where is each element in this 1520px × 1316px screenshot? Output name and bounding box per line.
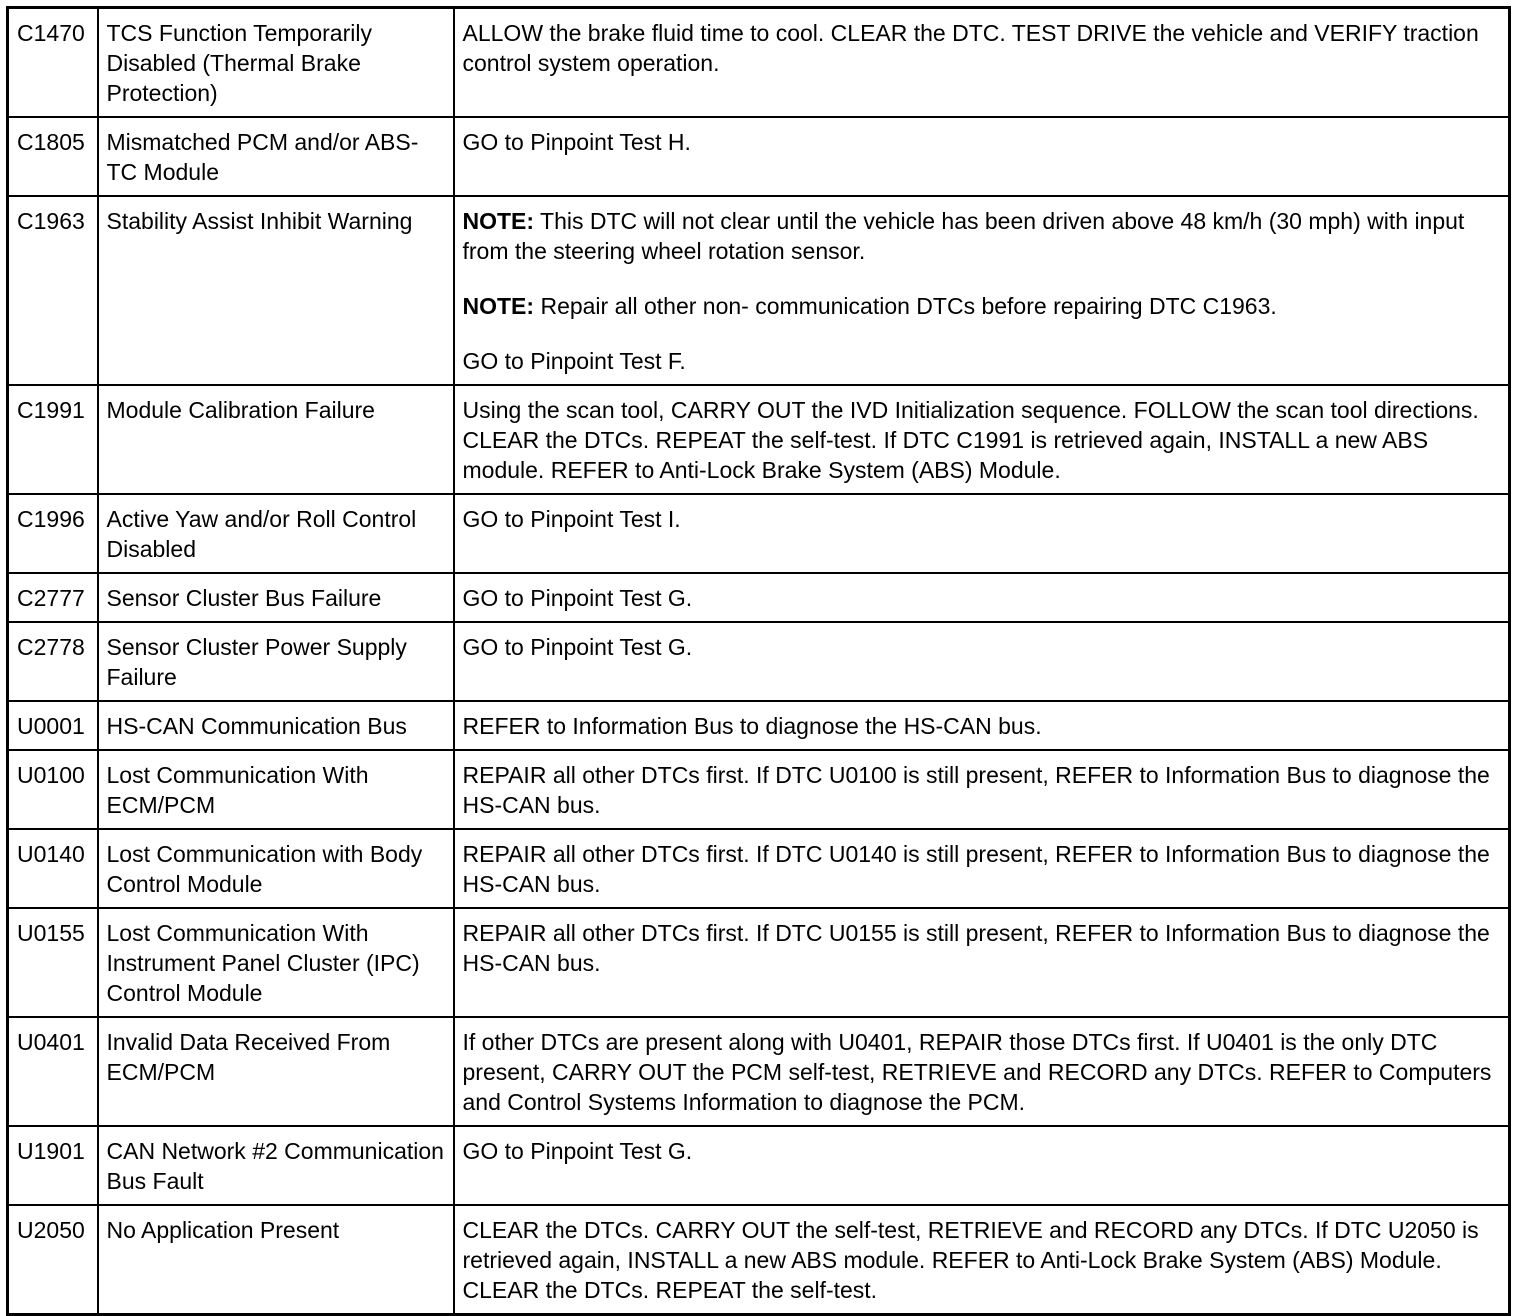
dtc-action: GO to Pinpoint Test G. bbox=[454, 622, 1510, 701]
table-row bbox=[8, 622, 1510, 701]
dtc-description: Lost Communication With ECM/PCM bbox=[98, 750, 454, 829]
dtc-action: GO to Pinpoint Test I. bbox=[454, 494, 1510, 573]
dtc-description: Mismatched PCM and/or ABS-TC Module bbox=[98, 117, 454, 196]
dtc-description: HS-CAN Communication Bus bbox=[98, 701, 454, 750]
dtc-code: C2778 bbox=[8, 622, 98, 701]
table-row bbox=[8, 117, 1510, 196]
dtc-table bbox=[6, 6, 1511, 1316]
dtc-action: GO to Pinpoint Test G. bbox=[454, 1126, 1510, 1205]
table-row bbox=[8, 701, 1510, 750]
dtc-code: C2777 bbox=[8, 573, 98, 622]
dtc-code: U0001 bbox=[8, 701, 98, 750]
dtc-action bbox=[454, 196, 1510, 385]
dtc-description: Lost Communication with Body Control Module bbox=[98, 829, 454, 908]
action-text: GO to Pinpoint Test F. bbox=[462, 348, 686, 374]
dtc-code: U0100 bbox=[8, 750, 98, 829]
dtc-action: ALLOW the brake fluid time to cool. CLEAR the DTC. TEST DRIVE the vehicle and VERIFY traction control system operation. bbox=[454, 8, 1510, 118]
dtc-code: C1996 bbox=[8, 494, 98, 573]
dtc-code: C1805 bbox=[8, 117, 98, 196]
dtc-action: CLEAR the DTCs. CARRY OUT the self-test, RETRIEVE and RECORD any DTCs. If DTC U2050 is retrieved again, INSTALL a new ABS module. REFER to Anti-Lock Brake System (ABS) Module. CLEAR the DTCs. REPEAT the self-test. bbox=[454, 1205, 1510, 1315]
dtc-code: C1470 bbox=[8, 8, 98, 118]
note-text: Repair all other non- communication DTCs before repairing DTC C1963. bbox=[534, 293, 1277, 319]
table-row bbox=[8, 750, 1510, 829]
dtc-description: Sensor Cluster Power Supply Failure bbox=[98, 622, 454, 701]
note-paragraph bbox=[463, 206, 1501, 266]
table-row bbox=[8, 494, 1510, 573]
dtc-description: Stability Assist Inhibit Warning bbox=[98, 196, 454, 385]
dtc-description: CAN Network #2 Communication Bus Fault bbox=[98, 1126, 454, 1205]
dtc-description: Invalid Data Received From ECM/PCM bbox=[98, 1017, 454, 1126]
dtc-action: REFER to Information Bus to diagnose the HS-CAN bus. bbox=[454, 701, 1510, 750]
dtc-action: Using the scan tool, CARRY OUT the IVD Initialization sequence. FOLLOW the scan tool directions. CLEAR the DTCs. REPEAT the self-test. If DTC C1991 is retrieved again, INSTALL a new ABS module. REFER to Anti-Lock Brake System (ABS) Module. bbox=[454, 385, 1510, 494]
dtc-code: U0140 bbox=[8, 829, 98, 908]
note-label: NOTE: bbox=[462, 293, 535, 319]
dtc-action: If other DTCs are present along with U0401, REPAIR those DTCs first. If U0401 is the only DTC present, CARRY OUT the PCM self-test, RETRIEVE and RECORD any DTCs. REFER to Computers and Control Systems Information to diagnose the PCM. bbox=[454, 1017, 1510, 1126]
dtc-description: Sensor Cluster Bus Failure bbox=[98, 573, 454, 622]
dtc-description: No Application Present bbox=[98, 1205, 454, 1315]
table-row bbox=[8, 1126, 1510, 1205]
dtc-code: U0401 bbox=[8, 1017, 98, 1126]
dtc-code: U1901 bbox=[8, 1126, 98, 1205]
table-row bbox=[8, 196, 1510, 385]
table-row bbox=[8, 829, 1510, 908]
note-label: NOTE: bbox=[462, 208, 535, 234]
dtc-code: U2050 bbox=[8, 1205, 98, 1315]
table-row bbox=[8, 908, 1510, 1017]
note-text: This DTC will not clear until the vehicle has been driven above 48 km/h (30 mph) with input from the steering wheel rotation sensor. bbox=[462, 208, 1465, 264]
table-row bbox=[8, 573, 1510, 622]
dtc-description: Module Calibration Failure bbox=[98, 385, 454, 494]
dtc-action: REPAIR all other DTCs first. If DTC U0155 is still present, REFER to Information Bus to diagnose the HS-CAN bus. bbox=[454, 908, 1510, 1017]
dtc-code: U0155 bbox=[8, 908, 98, 1017]
dtc-action: GO to Pinpoint Test G. bbox=[454, 573, 1510, 622]
table-row bbox=[8, 1205, 1510, 1315]
dtc-description: Active Yaw and/or Roll Control Disabled bbox=[98, 494, 454, 573]
dtc-action: REPAIR all other DTCs first. If DTC U0100 is still present, REFER to Information Bus to diagnose the HS-CAN bus. bbox=[454, 750, 1510, 829]
table-row bbox=[8, 1017, 1510, 1126]
dtc-code: C1963 bbox=[8, 196, 98, 385]
dtc-code: C1991 bbox=[8, 385, 98, 494]
dtc-description: TCS Function Temporarily Disabled (Thermal Brake Protection) bbox=[98, 8, 454, 118]
dtc-action: REPAIR all other DTCs first. If DTC U0140 is still present, REFER to Information Bus to diagnose the HS-CAN bus. bbox=[454, 829, 1510, 908]
dtc-action: GO to Pinpoint Test H. bbox=[454, 117, 1510, 196]
table-row bbox=[8, 385, 1510, 494]
table-row bbox=[8, 8, 1510, 118]
dtc-description: Lost Communication With Instrument Panel Cluster (IPC) Control Module bbox=[98, 908, 454, 1017]
note-paragraph bbox=[463, 291, 1501, 321]
